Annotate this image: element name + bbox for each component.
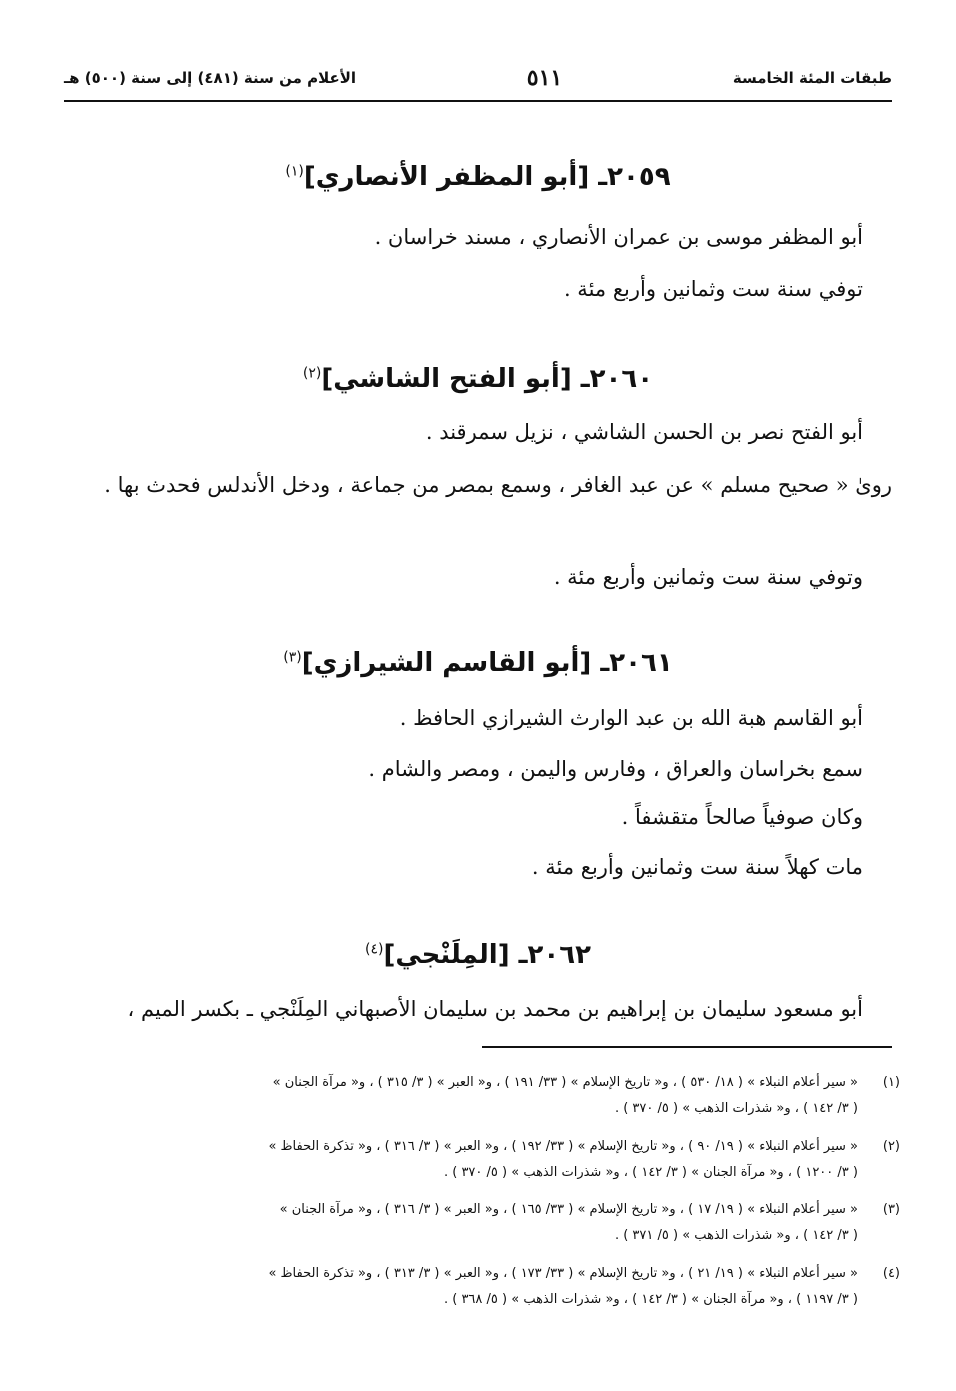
- entry-2060-para-3: وتوفي سنة ست وثمانين وأربع مئة .: [553, 565, 863, 589]
- footnote-line: « سير أعلام النبلاء » ( ١٩/ ٢١ ) ، و« تاريخ الإسلام » ( ٣٣/ ١٧٣ ) ، و« العبر » ( ٣/ ٣١٣ ) ، و« تذكرة الحفاظ »: [268, 1266, 858, 1281]
- footnote-line: « سير أعلام النبلاء » ( ١٨/ ٥٣٠ ) ، و« تاريخ الإسلام » ( ٣٣/ ١٩١ ) ، و« العبر » ( ٣/ ٣١٥ ) ، و« مرآة الجنان »: [272, 1075, 858, 1090]
- entry-2061-para-3: وكان صوفياً صالحاً متقشفاً .: [621, 805, 863, 829]
- footnote-3: [64, 1197, 900, 1249]
- footnote-text: [64, 1197, 858, 1249]
- footnote-2: [64, 1134, 900, 1186]
- footnote-1: [64, 1070, 900, 1122]
- entry-title-text: ٢٠٦٢ـ [المِلَنْجي]: [383, 940, 592, 970]
- entry-2060-para-1: أبو الفتح نصر بن الحسن الشاشي ، نزيل سمرقند .: [425, 420, 863, 444]
- entry-title-2061: [0, 648, 956, 678]
- entry-2059-para-1: أبو المظفر موسى بن عمران الأنصاري ، مسند خراسان .: [374, 225, 863, 249]
- entry-title-text: ٢٠٦٠ـ [أبو الفتح الشاشي]: [321, 364, 654, 394]
- footnote-line: « سير أعلام النبلاء » ( ١٩/ ١٧ ) ، و« تاريخ الإسلام » ( ٣٣/ ١٦٥ ) ، و« العبر » ( ٣/ ٣١٦ ) ، و« مرآة الجنان »: [279, 1202, 858, 1217]
- entry-2062-para-1: أبو مسعود سليمان بن إبراهيم بن محمد بن سليمان الأصبهاني المِلَنْجي ـ بكسر الميم ،: [127, 997, 863, 1021]
- footnote-line: ( ٣/ ١٢٠٠ ) ، و« مرآة الجنان » ( ٣/ ١٤٢ ) ، و« شذرات الذهب » ( ٥/ ٣٧٠ ) .: [443, 1165, 858, 1180]
- footnote-ref: (٣): [283, 649, 302, 666]
- footnote-ref: (٤): [364, 941, 384, 958]
- entry-title-2060: [0, 364, 956, 394]
- header-rule: [64, 100, 892, 102]
- footnote-number: (٣): [882, 1202, 900, 1217]
- entry-title-2062: [0, 940, 956, 970]
- entry-title-text: ٢٠٥٩ـ [أبو المظفر الأنصاري]: [303, 162, 671, 192]
- footnote-4: [64, 1261, 900, 1313]
- header-range-title: الأعلام من سنة (٤٨١) إلى سنة (٥٠٠) هـ: [64, 69, 357, 87]
- footnote-text: [64, 1261, 858, 1313]
- footnote-rule: [482, 1046, 892, 1048]
- footnote-text: [64, 1134, 858, 1186]
- footnote-ref: (٢): [302, 365, 322, 382]
- page-number: ٥١١: [526, 65, 563, 91]
- header-section-title: طبقات المئة الخامسة: [732, 69, 892, 87]
- entry-2059-para-2: توفي سنة ست وثمانين وأربع مئة .: [563, 277, 863, 301]
- footnote-number: (١): [882, 1075, 900, 1090]
- entry-2061-para-1: أبو القاسم هبة الله بن عبد الوارث الشيرازي الحافظ .: [399, 706, 863, 730]
- footnote-line: ( ٣/ ١٤٢ ) ، و« شذرات الذهب » ( ٥/ ٣٧١ ) .: [614, 1228, 858, 1243]
- footnote-number: (٤): [882, 1266, 900, 1281]
- footnote-number: (٢): [882, 1139, 900, 1154]
- footnote-line: ( ٣/ ١١٩٧ ) ، و« مرآة الجنان » ( ٣/ ١٤٢ ) ، و« شذرات الذهب » ( ٥/ ٣٦٨ ) .: [443, 1292, 858, 1307]
- footnote-line: ( ٣/ ١٤٢ ) ، و« شذرات الذهب » ( ٥/ ٣٧٠ ) .: [614, 1101, 858, 1116]
- footnote-text: [64, 1070, 858, 1122]
- footnote-ref: (١): [285, 163, 304, 180]
- entry-title-2059: [0, 162, 956, 192]
- entry-2060-para-2: روىٰ « صحيح مسلم » عن عبد الغافر ، وسمع بمصر من جماعة ، ودخل الأندلس فحدث بها .: [104, 473, 892, 497]
- entry-title-text: ٢٠٦١ـ [أبو القاسم الشيرازي]: [301, 648, 673, 678]
- entry-2061-para-4: مات كهلاً سنة ست وثمانين وأربع مئة .: [531, 855, 863, 879]
- footnote-line: « سير أعلام النبلاء » ( ١٩/ ٩٠ ) ، و« تاريخ الإسلام » ( ٣٣/ ١٩٢ ) ، و« العبر » ( ٣/ ٣١٦ ) ، و« تذكرة الحفاظ »: [268, 1139, 858, 1154]
- running-header: [64, 58, 892, 98]
- entry-2061-para-2: سمع بخراسان والعراق ، وفارس واليمن ، ومصر والشام .: [368, 757, 863, 781]
